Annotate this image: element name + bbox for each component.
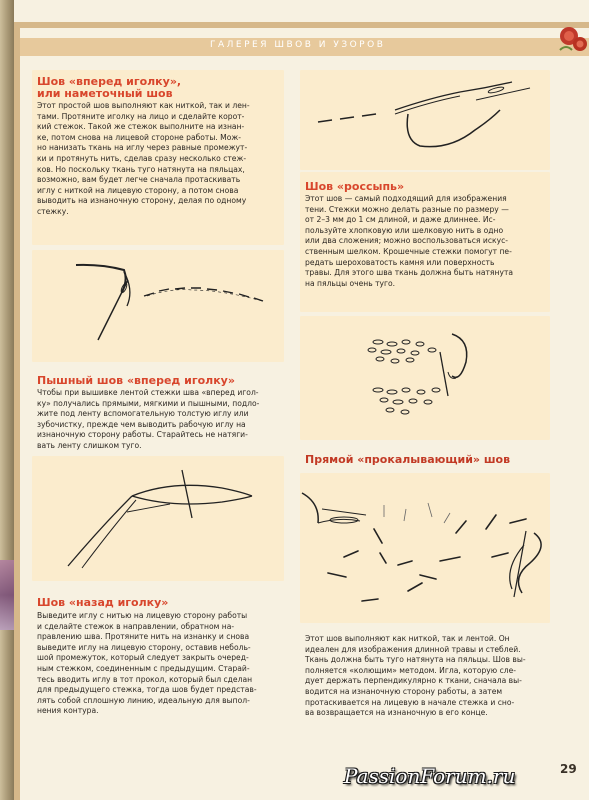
section-back-text: Выведите иглу с нитью на лицевую сторону работы и сделайте стежок в направлении, обратном на- правлению шва. Протяните нить на изнанку и снова выведите иглу на лицевую сторону, оставив неболь- шой промежуток, который следует закрыть очеред- ным стежком, соединенным с предыдущим. Старай- тесь вводить иглу в тот прокол, который был сделан для предыдущего стежка, тогда шов будет представ- лять собой сплошную линию, идеальную для выпол- нения контура.	[37, 611, 257, 716]
lush-stitch-illustration	[32, 456, 284, 581]
watermark: PassionForum.ru	[344, 764, 516, 788]
section-straight-title: Прямой «прокалывающий» шов	[305, 453, 511, 466]
straight-stitch-illustration	[300, 473, 550, 623]
header-title: ГАЛЕРЕЯ ШВОВ И УЗОРОВ	[210, 40, 386, 50]
scatter-stitch-illustration	[300, 316, 550, 440]
section-straight-text: Этот шов выполняют как ниткой, так и лентой. Он идеален для изображения длинной травы и стеблей. Ткань должна быть туго натянута на пяльцы. Шов вы- полняется «колющим» методом. Игла, которую сле- дует держать перпендикулярно к ткани, сначала вы- водится на изнаночную сторону работы, а затем протаскивается на лицевую в начале стежка и сно- ва возвращается на изнаночную в его конце.	[305, 634, 526, 718]
back-stitch-illustration	[300, 70, 550, 170]
section-forward-title-1: Шов «вперед иголку»,	[37, 75, 182, 88]
section-forward-title-2: или наметочный шов	[37, 87, 173, 100]
section-scatter-title: Шов «россыпь»	[305, 180, 405, 193]
rose-decoration-icon	[556, 22, 589, 56]
section-back-title: Шов «назад иголку»	[37, 596, 169, 609]
forward-stitch-illustration	[32, 250, 284, 362]
binding-strip	[0, 0, 14, 800]
section-lush-text: Чтобы при вышивке лентой стежки шва «вперед игол- ку» получались прямыми, мягкими и пышными, подло- жите под ленту вспомогательную толстую иглу или зубочистку, прежде чем выводить рабочую иглу на изнаночную сторону работы. Старайтесь не натяги- вать ленту слишком туго.	[37, 388, 260, 450]
fabric-photo-edge	[0, 560, 14, 630]
section-lush-title: Пышный шов «вперед иголку»	[37, 374, 235, 387]
page-number: 29	[560, 762, 577, 776]
section-forward-text: Этот простой шов выполняют как ниткой, так и лен- тами. Протяните иголку на лицо и сделайте корот- кий стежок. Такой же стежок выполните на изнан- ке, потом снова на лицевой стороне работы. Мож- но нанизать ткань на иглу через равные промежут- ки и протянуть нить, сделав сразу несколько стеж- ков. Но поскольку ткань туго натянута на пяльцах, возможно, вам будет легче сначала протаскивать иглу с ниткой на лицевую сторону, а потом снова выводить на изнаночную сторону, делая по одному стежку.	[37, 101, 250, 216]
section-scatter-text: Этот шов — самый подходящий для изображения тени. Стежки можно делать разные по размеру — от 2–3 мм до 1 см длиной, и даже длиннее. Ис- пользуйте хлопковую или шелковую нить в одно или два сложения; можно воспользоваться искус- ственным шелком. Крошечные стежки помогут пе- редать шероховатость камня или поверхность травы. Для этого шва ткань должна быть натянута на пяльцы очень туго.	[305, 194, 514, 288]
